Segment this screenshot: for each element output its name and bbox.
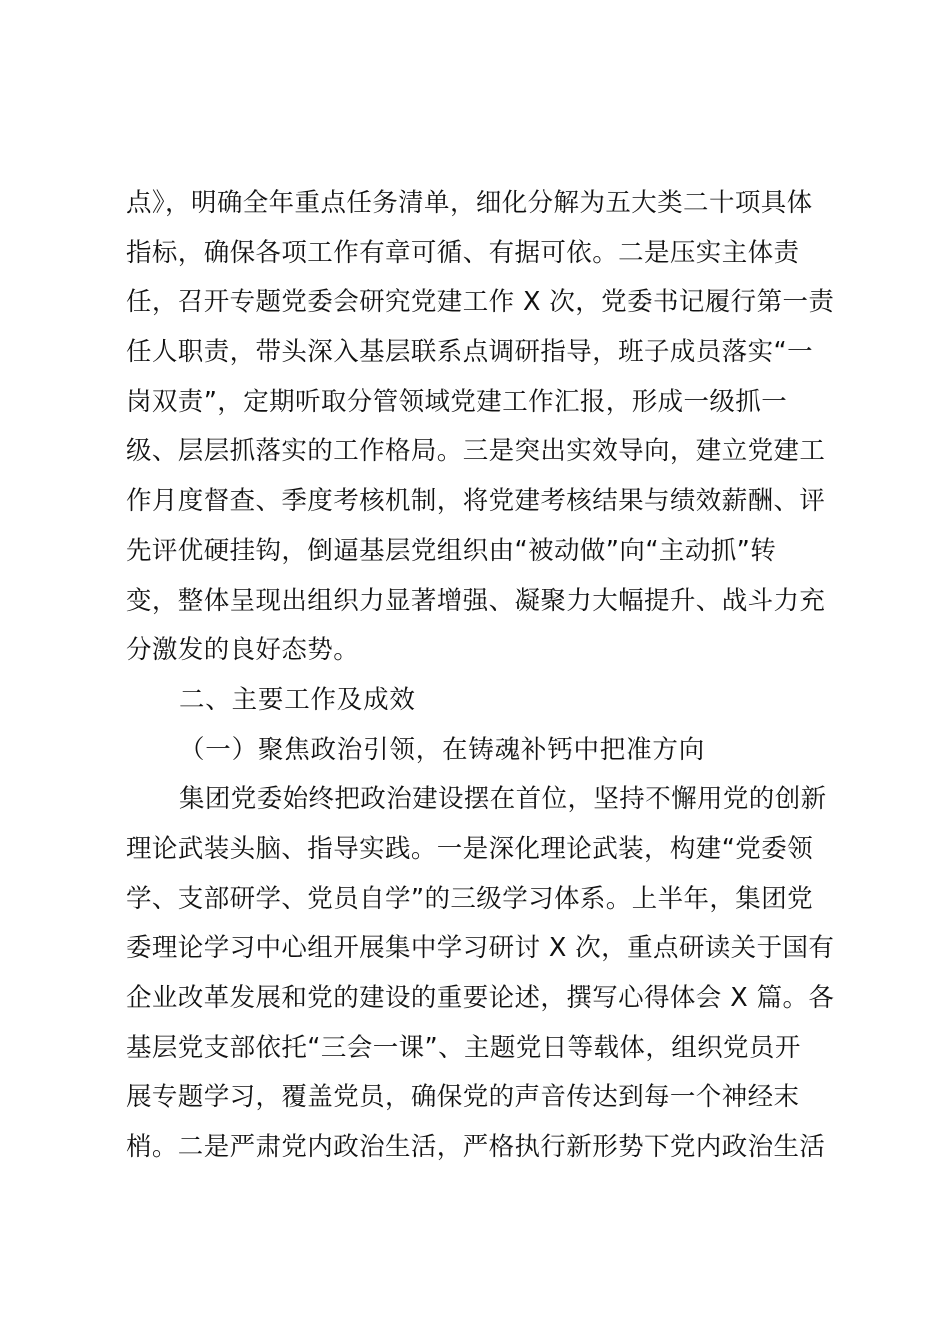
section-heading: 二、主要工作及成效 (179, 684, 416, 715)
text-line: 基层党支部依托“三会一课”、主题党日等载体，组织党员开 (126, 1032, 801, 1063)
paragraph-political-leadership (126, 775, 834, 1173)
text-line: 岗双责”，定期听取分管领域党建工作汇报，形成一级抓一 (126, 386, 788, 417)
text-line: 先评优硬挂钩，倒逼基层党组织由“被动做”向“主动抓”转 (126, 535, 777, 566)
text-line: 变，整体呈现出组织力显著增强、凝聚力大幅提升、战斗力充 (126, 585, 826, 616)
text-line: 指标，确保各项工作有章可循、有据可依。二是压实主体责 (126, 237, 800, 268)
text-line: 理论武装头脑、指导实践。一是深化理论武装，构建“党委领 (126, 833, 814, 864)
text-line: 任，召开专题党委会研究党建工作 X 次，党委书记履行第一责 (126, 287, 835, 318)
text-line: 作月度督查、季度考核机制，将党建考核结果与绩效薪酬、评 (126, 486, 826, 517)
text-line: 委理论学习中心组开展集中学习研讨 X 次，重点研读关于国有 (126, 933, 835, 964)
subsection-heading: （一）聚焦政治引领，在铸魂补钙中把准方向 (179, 734, 706, 765)
document-body (126, 179, 834, 1173)
paragraph-continued (126, 179, 834, 676)
text-line: 集团党委始终把政治建设摆在首位，坚持不懈用党的创新 (179, 784, 827, 815)
text-line: 点》，明确全年重点任务清单，细化分解为五大类二十项具体 (126, 188, 813, 218)
text-line: 学、支部研学、党员自学”的三级学习体系。上半年，集团党 (126, 883, 814, 914)
text-line: 企业改革发展和党的建设的重要论述，撰写心得体会 X 篇。各 (126, 983, 835, 1013)
text-line: 展专题学习，覆盖党员，确保党的声音传达到每一个神经末 (126, 1082, 800, 1113)
text-line: 级、层层抓落实的工作格局。三是突出实效导向，建立党建工 (126, 436, 826, 467)
text-line: 梢。二是严肃党内政治生活，严格执行新形势下党内政治生活 (126, 1132, 826, 1163)
text-line: 任人职责，带头深入基层联系点调研指导，班子成员落实“一 (126, 337, 814, 368)
text-line: 分激发的良好态势。 (126, 635, 360, 666)
